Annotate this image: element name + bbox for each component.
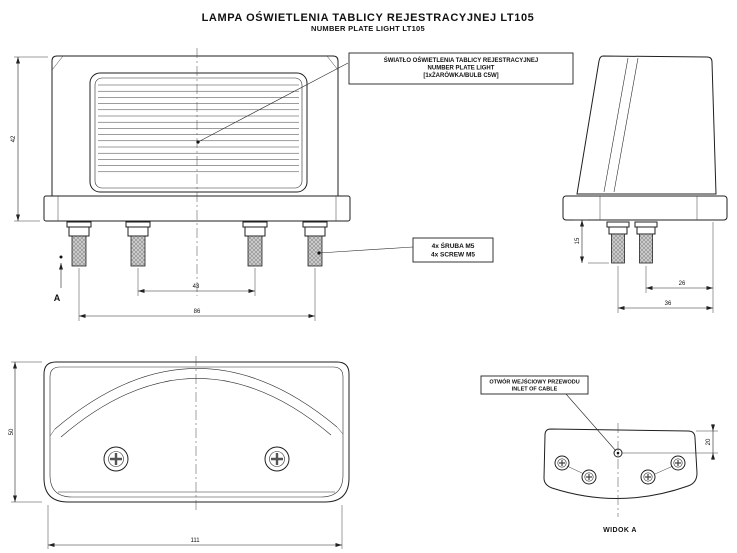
- screw-callout-line2: 4x SCREW M5: [430, 251, 476, 259]
- stud: [607, 222, 629, 263]
- screw-head: [641, 470, 655, 484]
- screw-head: [671, 456, 685, 470]
- face-outline-inner: [50, 367, 343, 497]
- dim-depth-spacings: [618, 222, 713, 313]
- face-outline-outer: [44, 362, 349, 502]
- bulb-callout-line1: ŚWIATŁO OŚWIETLENIA TABLICY REJESTRACYJNEJ: [383, 58, 539, 64]
- dim-body-height: [11, 57, 48, 221]
- screw-leader-line: [319, 247, 413, 253]
- dim-outer-spacing-label: 86: [193, 309, 201, 315]
- cable-callout-line2: INLET OF CABLE: [511, 386, 558, 393]
- stud: [126, 222, 150, 266]
- dim-inner-spacing-label: 43: [192, 284, 200, 290]
- face-screw-right: [265, 447, 289, 471]
- bulb-callout-line3: [1xŻARÓWKA/BULB C5W]: [423, 73, 499, 79]
- lens-frame-outer: [90, 73, 307, 192]
- screw-head: [555, 456, 569, 470]
- stud: [303, 222, 327, 266]
- stud: [243, 222, 267, 266]
- dim-stud-length: [574, 220, 609, 263]
- bulb-callout: [349, 53, 573, 84]
- bottom-screws: [555, 456, 685, 484]
- section-arrow-a: [54, 256, 63, 304]
- dim-stud-length-label: 15: [575, 237, 581, 245]
- stud: [67, 222, 91, 266]
- front-elevation-view: [11, 48, 413, 321]
- side-elevation-view: [563, 56, 727, 313]
- screw-callout-line1: 4x ŚRUBA M5: [431, 243, 475, 250]
- section-label: A: [53, 293, 61, 303]
- dim-inlet-offset: [696, 424, 718, 460]
- bulb-leader-line: [198, 63, 348, 142]
- dim-far-spacing-label: 36: [664, 301, 672, 307]
- title-block: [202, 11, 535, 33]
- dim-stud-spacings: [79, 268, 315, 321]
- dim-face-width-label: 111: [190, 538, 200, 544]
- face-screw-left: [104, 447, 128, 471]
- cable-leader-line: [566, 394, 616, 451]
- dim-inlet-offset-label: 20: [706, 438, 712, 446]
- bulb-callout-line2: NUMBER PLATE LIGHT: [427, 65, 495, 72]
- bottom-view: [544, 423, 718, 534]
- drawing-title: LAMPA OŚWIETLENIA TABLICY REJESTRACYJNEJ LT105: [201, 12, 535, 24]
- dim-face-width: [48, 505, 342, 549]
- lens-frame-inner: [95, 78, 302, 188]
- cable-callout-line1: OTWÓR WEJŚCIOWY PRZEWODU: [489, 379, 580, 386]
- side-flange: [563, 196, 727, 220]
- side-body-outline: [577, 56, 716, 194]
- dim-face-height-label: 50: [9, 428, 15, 436]
- side-studs: [607, 222, 657, 263]
- lens-front-view: [9, 356, 349, 549]
- cable-callout: [481, 376, 616, 451]
- screw-callout: [413, 238, 493, 262]
- dim-face-height: [9, 362, 42, 502]
- view-a-label: WIDOK A: [603, 527, 637, 534]
- drawing-subtitle: NUMBER PLATE LIGHT LT105: [310, 24, 426, 33]
- dim-near-spacing-label: 26: [678, 281, 686, 287]
- lens-ribs: [98, 85, 299, 172]
- screw-head: [582, 470, 596, 484]
- dim-height-label: 42: [11, 135, 17, 143]
- stud: [635, 222, 657, 263]
